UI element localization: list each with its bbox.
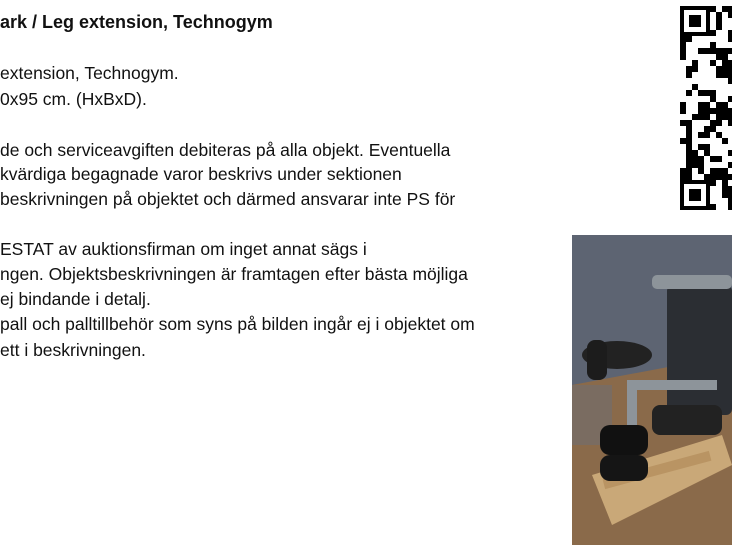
terms-line: pall och palltillbehör som syns på bilden ingår ej i objektet om <box>0 314 475 334</box>
terms-line: ESTAT av auktionsfirman om inget annat sägs i <box>0 239 367 259</box>
terms-line: ett i beskrivningen. <box>0 340 146 360</box>
terms-line: ngen. Objektsbeskrivningen är framtagen efter bästa möjliga <box>0 264 468 284</box>
terms-line: ej bindande i detalj. <box>0 289 151 309</box>
description-line: extension, Technogym. <box>0 63 179 83</box>
qr-code <box>680 6 732 210</box>
terms-line: de och serviceavgiften debiteras på alla objekt. Eventuella <box>0 140 451 160</box>
item-title: ark / Leg extension, Technogym <box>0 12 273 32</box>
terms-line: kvärdiga begagnade varor beskrivs under sektionen <box>0 164 402 184</box>
description-line: 0x95 cm. (HxBxD). <box>0 89 147 109</box>
product-photo <box>572 235 732 545</box>
terms-line: beskrivningen på objektet och därmed ansvarar inte PS för <box>0 189 456 209</box>
